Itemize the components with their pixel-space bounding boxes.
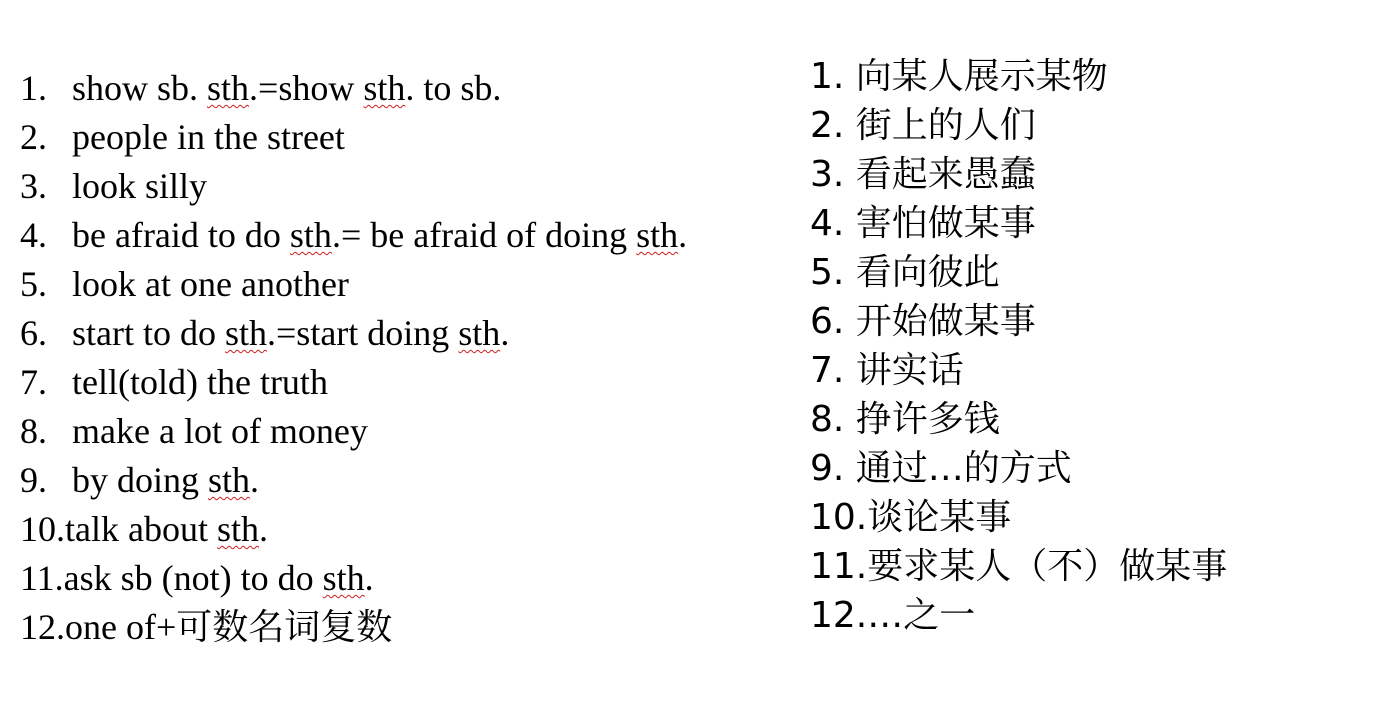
english-phrase-item — [20, 407, 800, 456]
chinese-translation-item: 12.…之一 — [810, 595, 976, 636]
spellcheck-flagged-word: sth — [208, 460, 251, 500]
chinese-translation-item: 9. 通过…的方式 — [810, 448, 1072, 489]
phrase-fragment: look at one another — [72, 264, 349, 304]
phrase-fragment: . — [678, 215, 688, 255]
phrase-fragment: make a lot of money — [72, 411, 368, 451]
phrase-fragment: . — [500, 313, 510, 353]
phrase-fragment: . to sb. — [405, 68, 502, 108]
chinese-translation-item: 6. 开始做某事 — [810, 301, 1036, 342]
english-phrase-item — [20, 358, 800, 407]
phrase-text — [72, 211, 687, 260]
spellcheck-flagged-word: sth — [216, 509, 259, 549]
item-number: 11. — [20, 558, 64, 598]
phrase-text — [72, 407, 368, 456]
phrase-fragment: tell(told) the truth — [72, 362, 328, 402]
chinese-translation-item: 3. 看起来愚蠢 — [810, 154, 1036, 195]
spellcheck-flagged-word: sth — [322, 558, 365, 598]
item-number: 5. — [20, 264, 47, 304]
phrase-fragment: .= be afraid of doing — [331, 215, 637, 255]
item-number: 4. — [20, 215, 47, 255]
english-phrase-item — [20, 456, 800, 505]
chinese-translation-item: 2. 街上的人们 — [810, 105, 1036, 146]
english-phrase-item — [20, 113, 800, 162]
phrase-fragment: .=show — [249, 68, 364, 108]
phrase-text — [65, 505, 268, 554]
phrase-fragment: . — [364, 558, 374, 598]
phrase-fragment: people in the street — [72, 117, 345, 157]
phrase-fragment: ask sb (not) to do — [63, 558, 323, 598]
phrase-text — [64, 554, 374, 603]
phrase-text — [72, 456, 259, 505]
chinese-translation-list — [810, 52, 1370, 640]
spellcheck-flagged-word: sth — [363, 68, 406, 108]
item-number: 12. — [20, 607, 65, 647]
phrase-text — [65, 603, 392, 652]
english-phrase-item — [20, 603, 800, 652]
chinese-translation-item: 11.要求某人（不）做某事 — [810, 546, 1228, 587]
chinese-translation-item: 4. 害怕做某事 — [810, 203, 1036, 244]
phrase-fragment: . — [258, 509, 268, 549]
english-phrase-item — [20, 162, 800, 211]
item-number: 3. — [20, 166, 47, 206]
english-phrase-item — [20, 309, 800, 358]
chinese-translation-item: 8. 挣许多钱 — [810, 399, 1000, 440]
chinese-translation-item: 5. 看向彼此 — [810, 252, 1000, 293]
spellcheck-flagged-word: sth — [636, 215, 679, 255]
phrase-fragment: .=start doing — [267, 313, 459, 353]
spellcheck-flagged-word: sth — [458, 313, 501, 353]
phrase-fragment: show sb. — [72, 68, 208, 108]
item-number: 9. — [20, 460, 47, 500]
english-phrase-item — [20, 211, 800, 260]
english-phrase-item — [20, 260, 800, 309]
item-number: 1. — [20, 68, 47, 108]
english-phrase-item — [20, 554, 800, 603]
phrase-text — [72, 113, 345, 162]
phrase-fragment: talk about — [65, 509, 217, 549]
spellcheck-flagged-word: sth — [224, 313, 267, 353]
english-phrase-list — [20, 64, 800, 652]
chinese-translation-item: 7. 讲实话 — [810, 350, 964, 391]
phrase-fragment: . — [250, 460, 260, 500]
phrase-text — [72, 309, 509, 358]
item-number: 2. — [20, 117, 47, 157]
phrase-text — [72, 260, 349, 309]
phrase-fragment: start to do — [72, 313, 225, 353]
phrase-fragment: by doing — [72, 460, 209, 500]
item-number: 7. — [20, 362, 47, 402]
phrase-fragment: be afraid to do — [72, 215, 290, 255]
spellcheck-flagged-word: sth — [207, 68, 250, 108]
phrase-text — [72, 162, 207, 211]
phrase-fragment: look silly — [72, 166, 208, 206]
spellcheck-flagged-word: sth — [289, 215, 332, 255]
phrase-text — [72, 64, 501, 113]
chinese-translation-item: 10.谈论某事 — [810, 497, 1012, 538]
phrase-text — [72, 358, 328, 407]
chinese-translation-item: 1. 向某人展示某物 — [810, 56, 1108, 97]
item-number: 10. — [20, 509, 65, 549]
item-number: 8. — [20, 411, 47, 451]
english-phrase-item — [20, 505, 800, 554]
item-number: 6. — [20, 313, 47, 353]
phrase-fragment: one of+可数名词复数 — [65, 607, 393, 647]
english-phrase-item — [20, 64, 800, 113]
